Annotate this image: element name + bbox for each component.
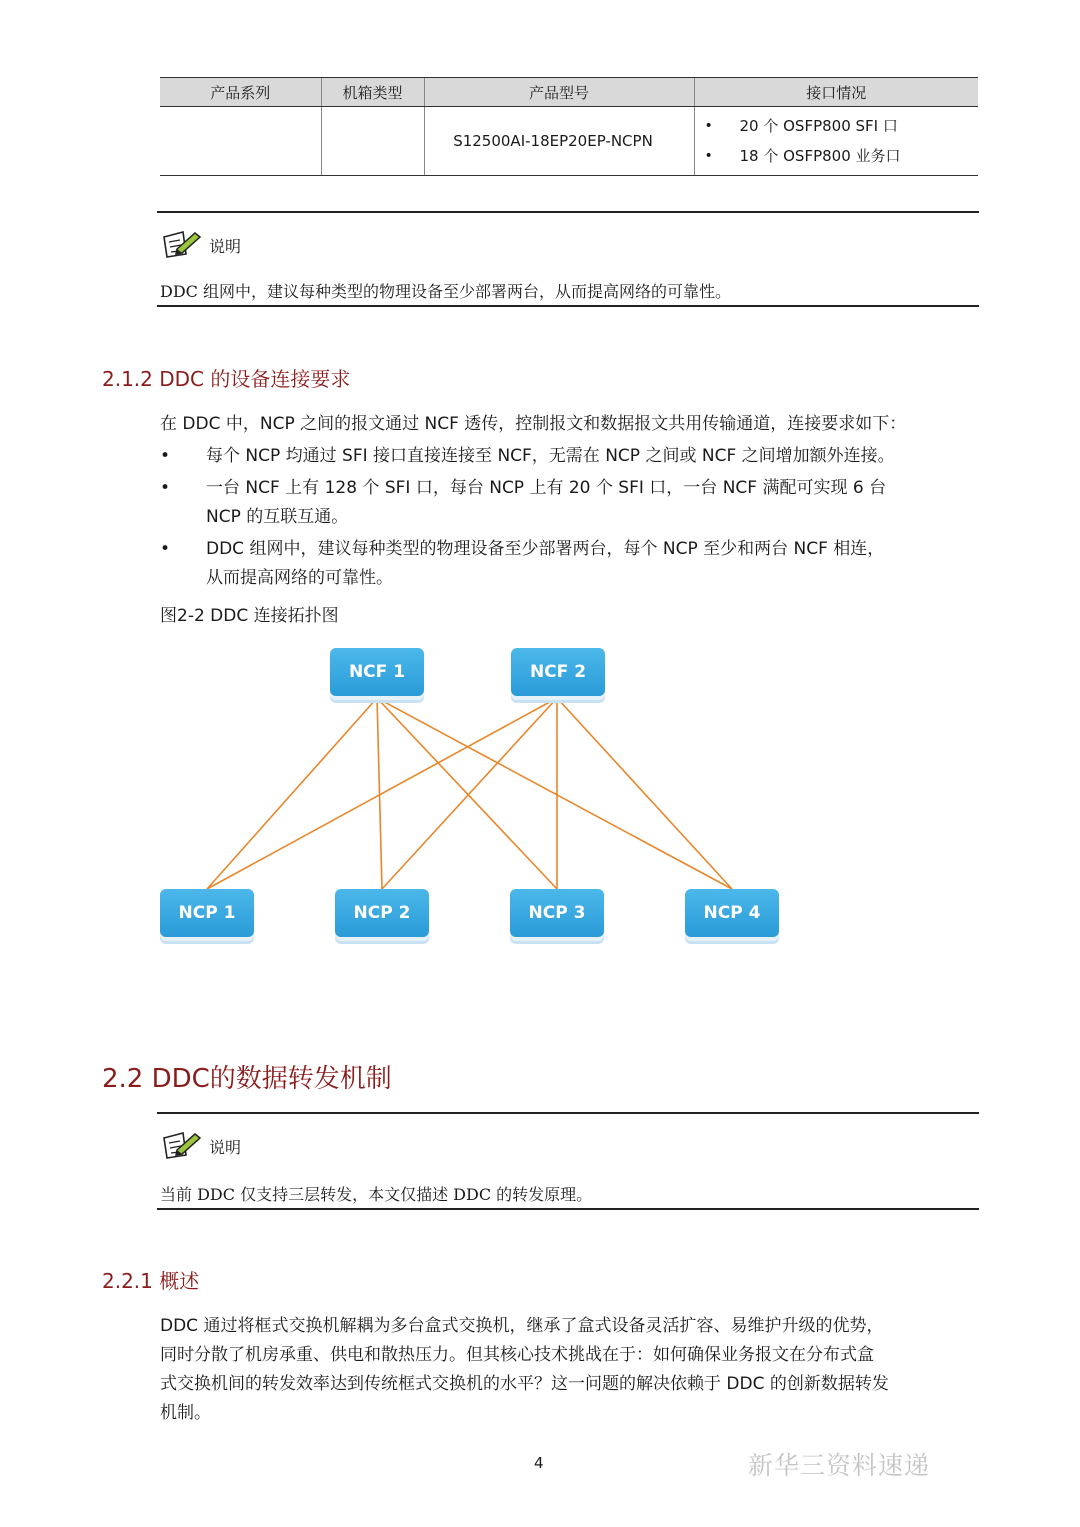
list-item-line: 从而提高网络的可靠性。 xyxy=(206,568,393,588)
note-pencil-icon xyxy=(161,1130,203,1160)
link-ncf1-ncp1 xyxy=(207,698,377,889)
paragraph-line: 同时分散了机房承重、供电和散热压力。但其核心技术挑战在于：如何确保业务报文在分布式盒 xyxy=(160,1345,874,1365)
port-item: • 18 个 OSFP800 业务口 xyxy=(695,141,979,171)
section-heading-2-2: 2.2 DDC的数据转发机制 xyxy=(102,1064,392,1094)
section-heading-2-2-1: 2.2.1 概述 xyxy=(102,1269,200,1293)
bullet-dot: • xyxy=(160,478,171,498)
note-label: 说明 xyxy=(209,237,242,256)
bullet-dot: • xyxy=(160,539,171,559)
note-text: DDC 组网中，建议每种类型的物理设备至少部署两台，从而提高网络的可靠性。 xyxy=(160,282,731,301)
header-series: 产品系列 xyxy=(160,78,321,107)
ncf-node-2: NCF 2 xyxy=(511,648,605,696)
paragraph-line: DDC 通过将框式交换机解耦为多台盒式交换机，继承了盒式设备灵活扩容、易维护升级的优势， xyxy=(160,1316,884,1336)
note-header xyxy=(161,1128,241,1160)
ncp-node-3: NCP 3 xyxy=(510,889,604,937)
ncf-node-1: NCF 1 xyxy=(330,648,424,696)
port-item: • 20 个 OSFP800 SFI 口 xyxy=(695,111,979,141)
figure-caption: 图2-2 DDC 连接拓扑图 xyxy=(160,606,339,626)
page-number: 4 xyxy=(534,1454,544,1472)
section-heading-2-1-2: 2.1.2 DDC 的设备连接要求 xyxy=(102,367,351,391)
note-text: 当前 DDC 仅支持三层转发，本文仅描述 DDC 的转发原理。 xyxy=(160,1185,593,1204)
list-item-line: 一台 NCF 上有 128 个 SFI 口，每台 NCP 上有 20 个 SFI 口，一台 NCF 满配可实现 6 台 xyxy=(206,478,887,498)
link-ncf1-ncp4 xyxy=(377,698,732,889)
ncp-node-4: NCP 4 xyxy=(685,889,779,937)
bullet-dot: • xyxy=(160,446,171,466)
note-label: 说明 xyxy=(209,1138,242,1157)
cell-model: S12500AI-18EP20EP-NCPN xyxy=(424,107,694,176)
ncp-node-2: NCP 2 xyxy=(335,889,429,937)
list-item-line: NCP 的互联互通。 xyxy=(206,507,349,527)
ncp-node-1: NCP 1 xyxy=(160,889,254,937)
header-ports: 接口情况 xyxy=(694,78,978,107)
link-ncf2-ncp4 xyxy=(557,698,732,889)
paragraph-line: 机制。 xyxy=(160,1403,211,1423)
header-model: 产品型号 xyxy=(424,78,694,107)
note-box xyxy=(157,1112,979,1210)
paragraph-line: 式交换机间的转发效率达到传统框式交换机的水平？这一问题的解决依赖于 DDC 的创新数据转发 xyxy=(160,1374,889,1394)
list-item-line: DDC 组网中，建议每种类型的物理设备至少部署两台，每个 NCP 至少和两台 NCF 相连， xyxy=(206,539,885,559)
list-item-line: 每个 NCP 均通过 SFI 接口直接连接至 NCF，无需在 NCP 之间或 NCF 之间增加额外连接。 xyxy=(206,446,895,466)
watermark: 新华三资料速递 xyxy=(748,1451,931,1480)
paragraph-intro: 在 DDC 中，NCP 之间的报文通过 NCF 透传，控制报文和数据报文共用传输通道，连接要求如下： xyxy=(160,414,907,434)
header-chassis: 机箱类型 xyxy=(321,78,424,107)
